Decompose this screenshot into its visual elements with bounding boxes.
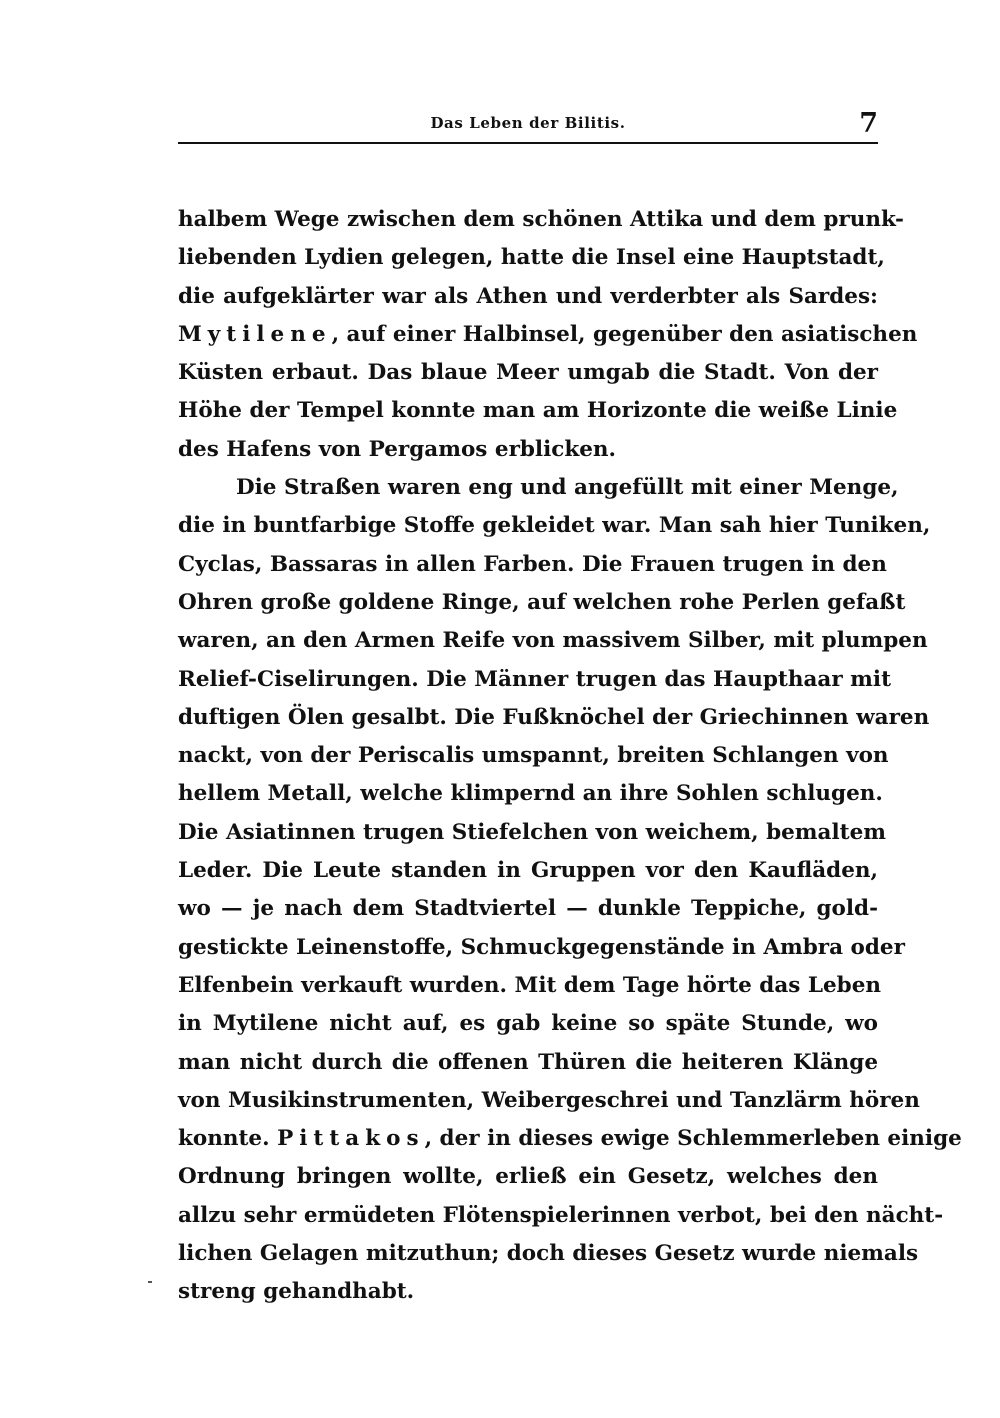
text-line <box>178 316 918 354</box>
text-line: Ordnung bringen wollte, erließ ein Gesetz, welches den <box>178 1164 878 1190</box>
text-line: hellem Metall, welche klimpernd an ihre Sohlen schlugen. <box>178 781 883 807</box>
line-rest: , der in dieses ewige Schlemmerleben einige <box>424 1126 962 1152</box>
running-head <box>178 110 878 144</box>
text-line: waren, an den Armen Reife von massivem Silber, mit plumpen <box>178 628 928 654</box>
text-line: duftigen Ölen gesalbt. Die Fußknöchel der Griechinnen waren <box>178 704 930 730</box>
text-line: Küsten erbaut. Das blaue Meer umgab die Stadt. Von der <box>178 360 878 386</box>
text-line: Die Asiatinnen trugen Stiefelchen von weichem, bemaltem <box>178 819 886 845</box>
text-line: Relief-Ciselirungen. Die Männer trugen das Haupthaar mit <box>178 666 891 692</box>
text-line: die aufgeklärter war als Athen und verderbter als Sardes: <box>178 283 878 309</box>
text-line: die in buntfarbige Stoffe gekleidet war. Man sah hier Tuniken, <box>178 513 931 539</box>
text-line <box>178 1120 962 1158</box>
text-line: halbem Wege zwischen dem schönen Attika und dem prunk- <box>178 207 904 232</box>
running-title: Das Leben der Bilitis. <box>430 114 626 132</box>
body-text <box>178 201 962 1312</box>
header-rule <box>178 142 878 144</box>
paragraph-2 <box>178 469 962 1312</box>
text-line: in Mytilene nicht auf, es gab keine so späte Stunde, wo <box>178 1011 878 1037</box>
text-line: nackt, von der Periscalis umspannt, breiten Schlangen von <box>178 743 889 769</box>
line-rest: , auf einer Halbinsel, gegenüber den asiatischen <box>331 321 918 347</box>
text-line: liebenden Lydien gelegen, hatte die Insel eine Hauptstadt, <box>178 245 885 271</box>
margin-speck <box>148 1281 152 1283</box>
text-line: des Hafens von Pergamos erblicken. <box>178 436 617 462</box>
paragraph-1 <box>178 201 918 469</box>
text-line: wo — je nach dem Stadtviertel — dunkle Teppiche, gold- <box>178 896 878 922</box>
spaced-name-mytilene: Mytilene <box>178 321 332 347</box>
text-line: man nicht durch die offenen Thüren die heiteren Klänge <box>178 1049 878 1075</box>
text-line: gestickte Leinenstoffe, Schmuckgegenstände in Ambra oder <box>178 934 905 960</box>
text-line: Elfenbein verkauft wurden. Mit dem Tage hörte das Leben <box>178 972 882 998</box>
text-line: Höhe der Tempel konnte man am Horizonte die weiße Linie <box>178 398 898 424</box>
text-line: streng gehandhabt. <box>178 1279 415 1305</box>
spaced-name-pittakos: Pittakos <box>277 1126 425 1152</box>
text-line: lichen Gelagen mitzuthun; doch dieses Gesetz wurde niemals <box>178 1241 919 1267</box>
line-start: konnte. <box>178 1126 278 1152</box>
text-line: Cyclas, Bassaras in allen Farben. Die Frauen trugen in den <box>178 551 887 577</box>
text-line: Die Straßen waren eng und angefüllt mit einer Menge, <box>236 475 899 501</box>
text-line: allzu sehr ermüdeten Flötenspielerinnen verbot, bei den nächt- <box>178 1202 944 1228</box>
page-number: 7 <box>859 108 878 139</box>
text-line: Ohren große goldene Ringe, auf welchen rohe Perlen gefaßt <box>178 589 906 615</box>
text-line: von Musikinstrumenten, Weibergeschrei und Tanzlärm hören <box>178 1087 920 1113</box>
text-line: Leder. Die Leute standen in Gruppen vor den Kaufläden, <box>178 858 878 884</box>
